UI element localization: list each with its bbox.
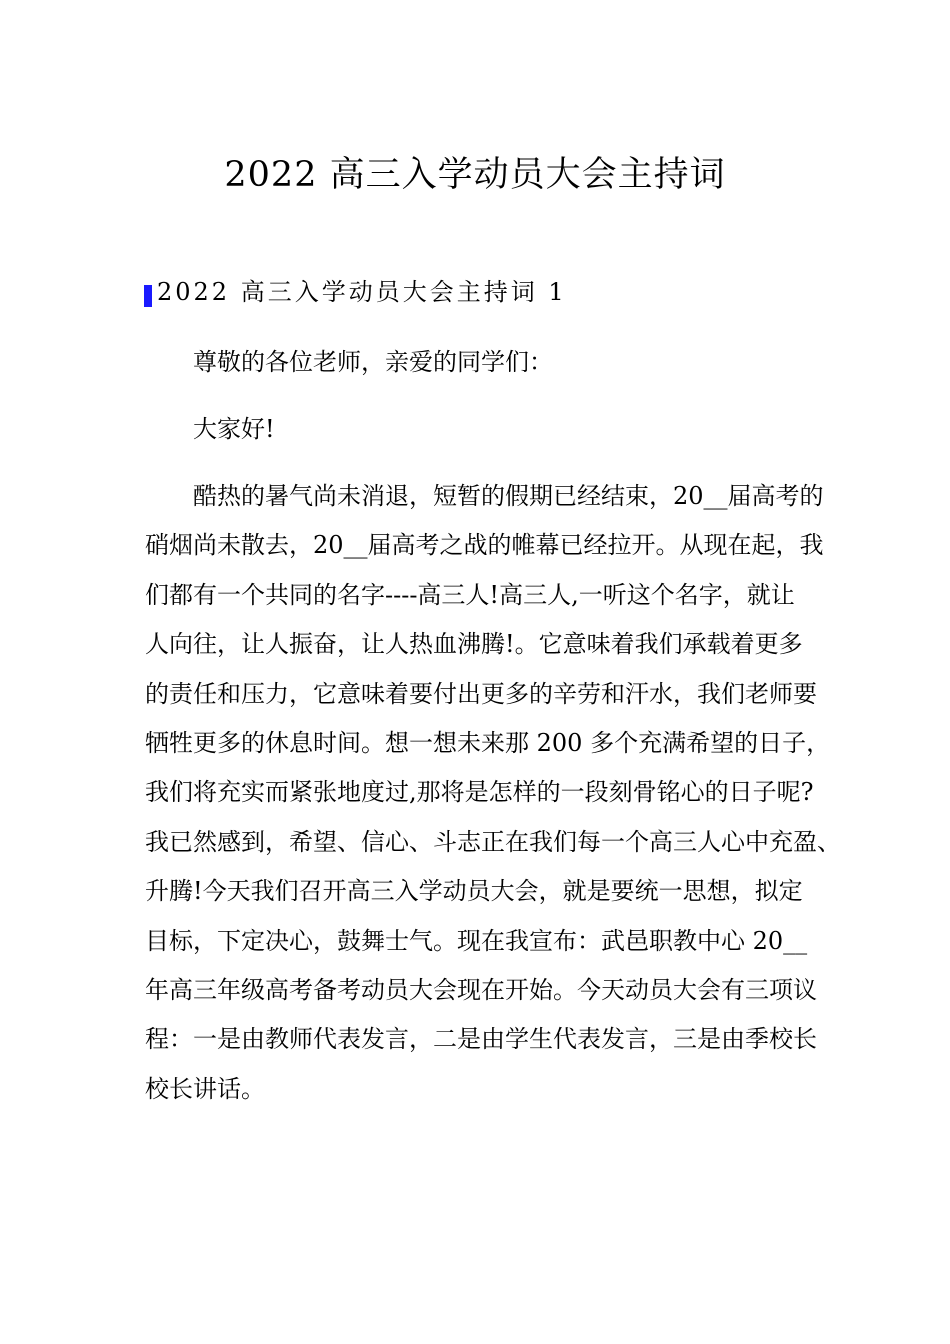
- body-line: 目标，下定决心，鼓舞士气。现在我宣布：武邑职教中心 20__: [145, 926, 808, 955]
- body-line: 牺牲更多的休息时间。想一想未来那 200 多个充满希望的日子，: [145, 729, 831, 758]
- body-line: 我们将充实而紧张地度过,那将是怎样的一段刻骨铭心的日子呢?: [145, 778, 814, 807]
- body-paragraph: [145, 472, 841, 1114]
- heading-marker: [144, 285, 152, 307]
- salutation: 尊敬的各位老师，亲爱的同学们：: [193, 348, 553, 376]
- page-title: 2022 高三入学动员大会主持词: [224, 155, 726, 195]
- body-line: 人向往，让人振奋，让人热血沸腾!。它意味着我们承载着更多: [145, 630, 803, 659]
- body-line: 程：一是由教师代表发言，二是由学生代表发言，三是由季校长: [145, 1025, 817, 1054]
- body-line: 我已然感到，希望、信心、斗志正在我们每一个高三人心中充盈、: [145, 827, 841, 856]
- body-line: 升腾!今天我们召开高三入学动员大会，就是要统一思想，拟定: [145, 877, 803, 906]
- body-line: 硝烟尚未散去，20__届高考之战的帷幕已经拉开。从现在起，我: [145, 531, 824, 560]
- body-line: 校长讲话。: [145, 1074, 265, 1103]
- body-line: 酷热的暑气尚未消退，短暂的假期已经结束，20__届高考的: [193, 482, 824, 510]
- section-heading: 2022 高三入学动员大会主持词 1: [157, 278, 567, 306]
- body-line: 的责任和压力，它意味着要付出更多的辛劳和汗水，我们老师要: [145, 679, 817, 708]
- greeting: 大家好!: [193, 415, 275, 443]
- body-line: 们都有一个共同的名字----高三人!高三人,一听这个名字，就让: [145, 580, 795, 609]
- body-line: 年高三年级高考备考动员大会现在开始。今天动员大会有三项议: [145, 976, 817, 1005]
